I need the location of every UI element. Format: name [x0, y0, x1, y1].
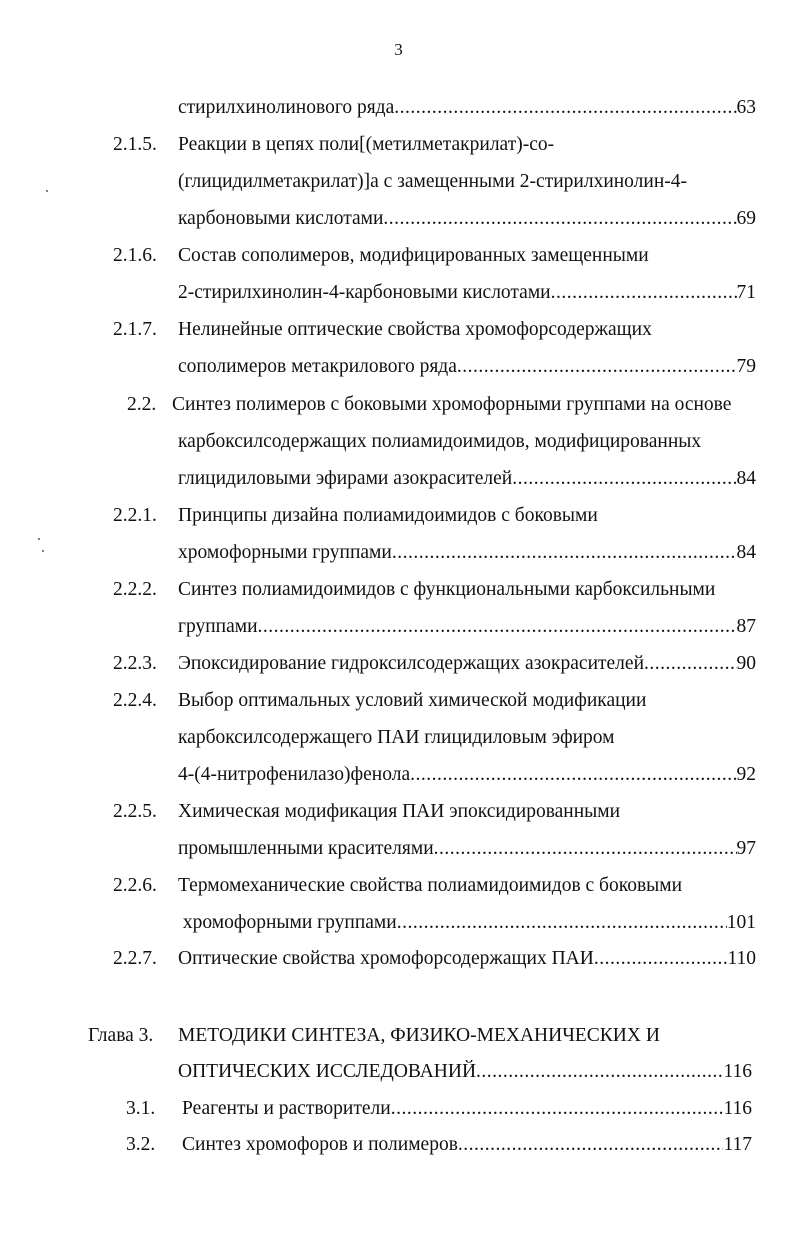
dot-leader	[644, 651, 736, 677]
toc-line: Химическая модификация ПАИ эпоксидированными	[178, 801, 621, 822]
page-number: 3	[394, 40, 403, 59]
toc-number: 2.1.5.	[113, 134, 157, 155]
toc-line: Состав сополимеров, модифицированных замещенными	[178, 245, 649, 266]
chapter-title-line: ОПТИЧЕСКИХ ИССЛЕДОВАНИЙ	[178, 1061, 477, 1082]
toc-page: 92	[736, 764, 756, 785]
toc-line: карбоновыми кислотами	[178, 208, 384, 229]
toc-line: Синтез полиамидоимидов с функциональными карбоксильными	[178, 579, 716, 600]
dot-leader	[383, 206, 736, 232]
dot-leader	[391, 1096, 724, 1122]
toc-line: Эпоксидирование гидроксилсодержащих азокрасителей	[178, 653, 645, 674]
toc-line: Синтез полимеров с боковыми хромофорными группами на основе	[172, 394, 732, 415]
toc-line: Выбор оптимальных условий химической модификации	[178, 690, 647, 711]
chapter-title-line: МЕТОДИКИ СИНТЕЗА, ФИЗИКО-МЕХАНИЧЕСКИХ И	[178, 1025, 660, 1046]
chapter-number: Глава 3.	[88, 1025, 154, 1046]
toc-line: карбоксилсодержащего ПАИ глицидиловым эфиром	[178, 727, 615, 748]
toc-page: 71	[736, 282, 756, 303]
scan-speck	[46, 190, 48, 192]
dot-leader	[594, 946, 728, 972]
toc-line: сополимеров метакрилового ряда	[178, 356, 457, 377]
dot-leader	[458, 1132, 724, 1158]
toc-entry-last-line	[178, 836, 756, 862]
toc-line: Реагенты и растворители	[182, 1098, 391, 1119]
toc-number: 2.2.7.	[113, 948, 157, 969]
toc-entry-last-line	[178, 651, 756, 677]
dot-leader	[476, 1059, 723, 1085]
dot-leader	[410, 762, 736, 788]
dot-leader	[392, 540, 737, 566]
dot-leader	[457, 354, 737, 380]
toc-page: 84	[736, 468, 756, 489]
dot-leader	[258, 614, 737, 640]
dot-leader	[394, 95, 736, 121]
toc-number: 2.2.	[127, 394, 157, 415]
toc-line: 4-(4-нитрофенилазо)фенола	[178, 764, 411, 785]
toc-page: 87	[736, 616, 756, 637]
toc-number: 2.2.2.	[113, 579, 157, 600]
dot-leader	[434, 836, 737, 862]
toc-line: хромофорными группами	[178, 542, 392, 563]
toc-page: 79	[736, 356, 756, 377]
toc-number: 2.2.5.	[113, 801, 157, 822]
toc-number: 2.1.7.	[113, 319, 157, 340]
toc-line: глицидиловыми эфирами азокрасителей	[178, 468, 513, 489]
toc-line: Реакции в цепях поли[(метилметакрилат)-со-	[178, 134, 555, 155]
toc-page: 69	[736, 208, 756, 229]
scan-speck	[42, 550, 44, 552]
toc-line: Принципы дизайна полиамидоимидов с боковыми	[178, 505, 598, 526]
toc-number: 2.2.4.	[113, 690, 157, 711]
toc-line: Синтез хромофоров и полимеров	[182, 1134, 458, 1155]
toc-entry-last-line	[182, 1132, 752, 1158]
toc-line: Термомеханические свойства полиамидоимидов с боковыми	[178, 875, 683, 896]
dot-leader	[551, 280, 737, 306]
toc-number: 2.2.6.	[113, 875, 157, 896]
toc-page: 63	[736, 97, 756, 118]
toc-line: хромофорными группами	[178, 912, 397, 933]
toc-number: 3.1.	[126, 1098, 156, 1119]
toc-entry-last-line	[178, 354, 756, 380]
toc-page: 97	[736, 838, 756, 859]
toc-page: 116	[723, 1098, 752, 1119]
toc-number: 2.2.1.	[113, 505, 157, 526]
toc-line: 2-стирилхинолин-4-карбоновыми кислотами	[178, 282, 551, 303]
toc-line: Оптические свойства хромофорсодержащих ПАИ	[178, 948, 594, 969]
toc-number: 2.1.6.	[113, 245, 157, 266]
dot-leader	[512, 466, 736, 492]
toc-entry-last-line	[178, 910, 756, 936]
toc-page: 110	[727, 948, 756, 969]
toc-entry-last-line	[178, 280, 756, 306]
toc-number: 2.2.3.	[113, 653, 157, 674]
toc-entry-last-line	[178, 540, 756, 566]
toc-page: 117	[723, 1134, 752, 1155]
toc-entry-last-line	[178, 206, 756, 232]
toc-page: 90	[736, 653, 756, 674]
toc-line: Нелинейные оптические свойства хромофорсодержащих	[178, 319, 652, 340]
toc-entry-last-line	[178, 1059, 752, 1085]
toc-entry-last-line	[178, 762, 756, 788]
toc-line: карбоксилсодержащих полиамидоимидов, модифицированных	[178, 431, 702, 452]
toc-entry-continuation	[178, 95, 756, 121]
toc-line: (глицидилметакрилат)]а с замещенными 2-стирилхинолин-4-	[178, 171, 688, 192]
toc-page: 101	[726, 912, 756, 933]
toc-entry-last-line	[178, 946, 756, 972]
toc-line: группами	[178, 616, 258, 637]
scan-speck	[38, 538, 40, 540]
toc-number: 3.2.	[126, 1134, 156, 1155]
toc-entry-last-line	[182, 1096, 752, 1122]
toc-line: стирилхинолинового ряда	[178, 97, 395, 118]
toc-line: промышленными красителями	[178, 838, 434, 859]
toc-entry-last-line	[178, 466, 756, 492]
dot-leader	[397, 910, 727, 936]
toc-page: 84	[736, 542, 756, 563]
toc-page: 116	[723, 1061, 752, 1082]
toc-entry-last-line	[178, 614, 756, 640]
